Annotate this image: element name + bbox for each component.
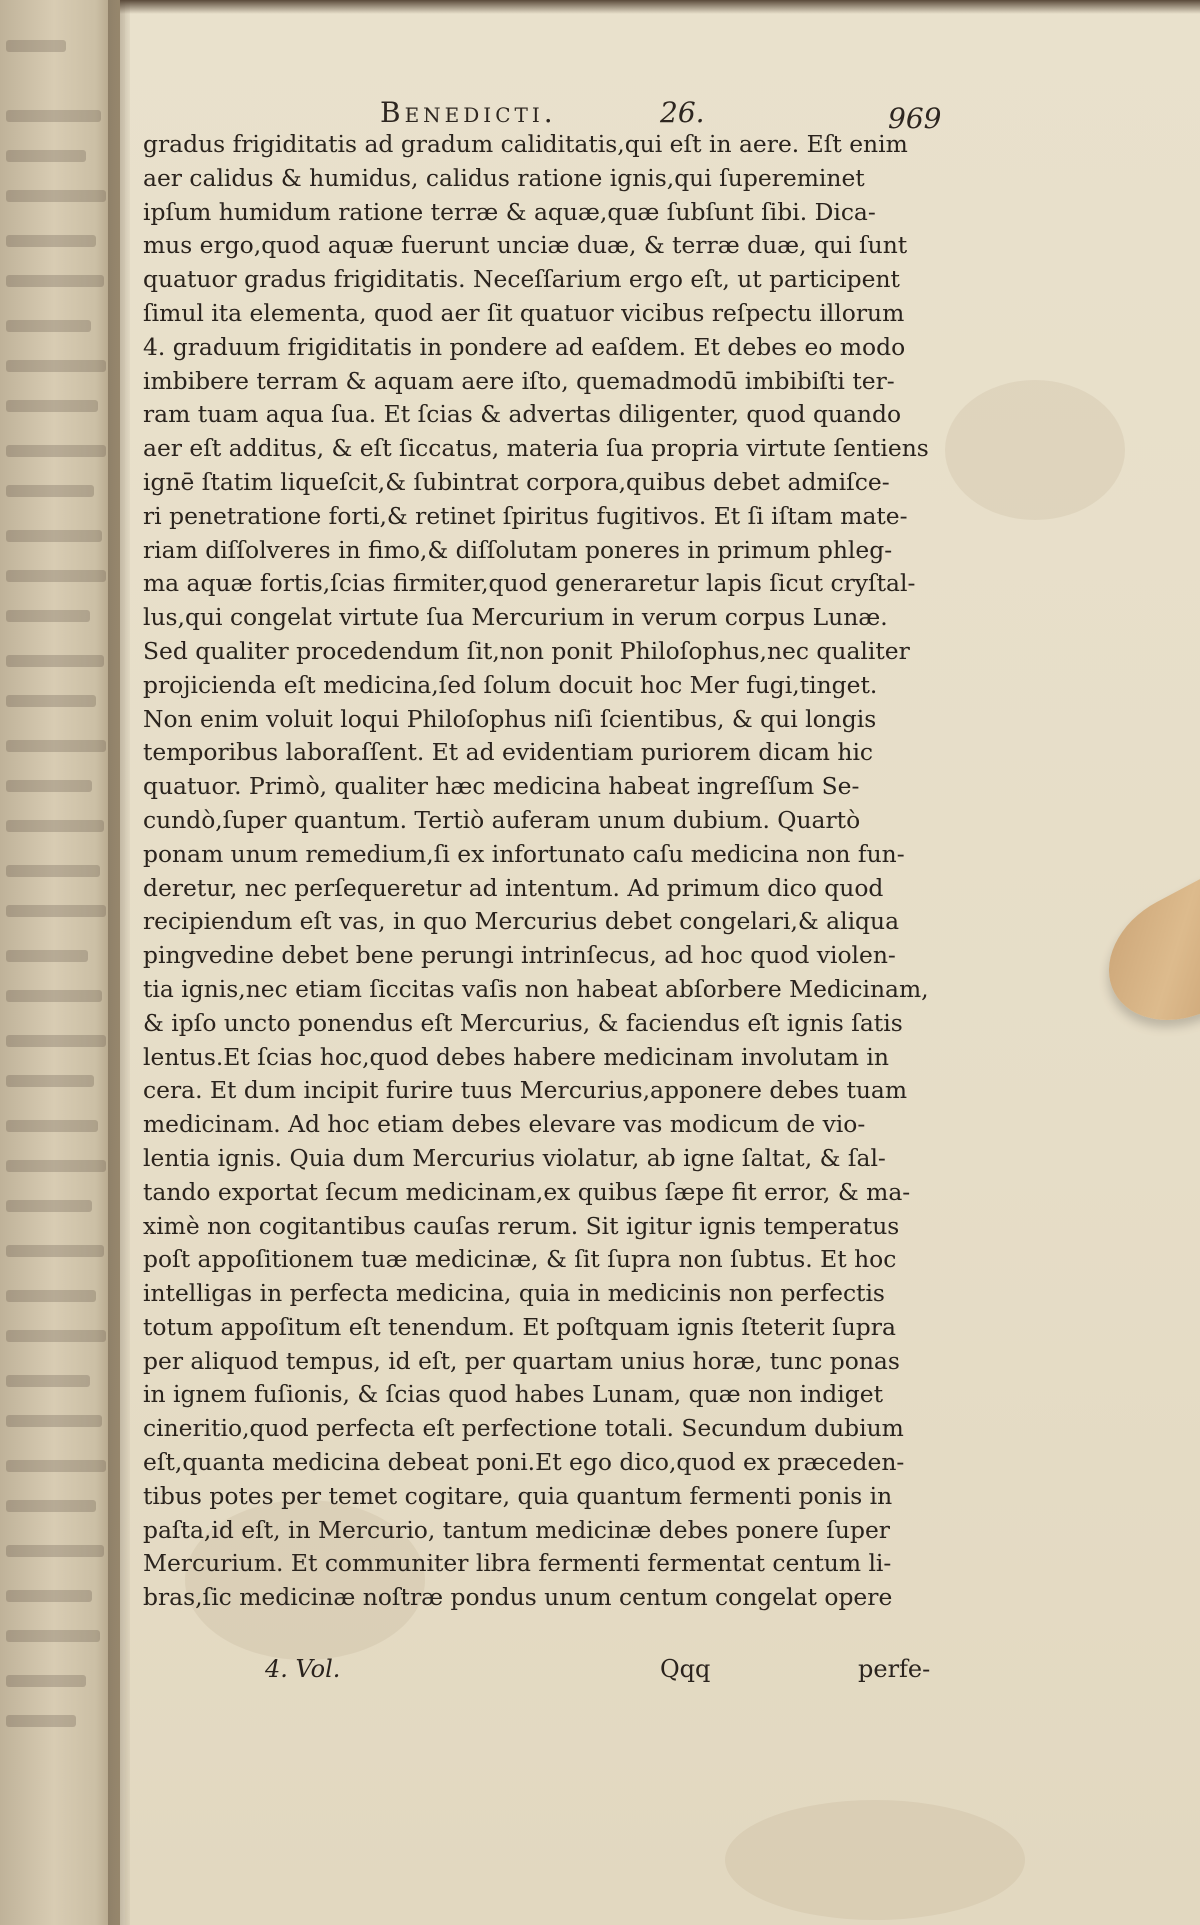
text-line: lus,qui congelat virtute ſua Mercurium in verum corpus Lunæ. <box>143 603 888 632</box>
text-line: ram tuam aqua ſua. Et ſcias & advertas diligenter, quod quando <box>143 400 902 429</box>
bleed-through-mark <box>6 1375 90 1387</box>
book-gutter <box>108 0 130 1925</box>
text-line: imbibere terram & aquam aere iſto, quemadmodū imbibiſti ter- <box>143 366 895 395</box>
bleed-through-mark <box>6 360 106 372</box>
text-line: Non enim voluit loqui Philoſophus niſi ſcientibus, & qui longis <box>143 704 877 733</box>
text-line: eſt,quanta medicina debeat poni.Et ego dico,quod ex præceden- <box>143 1448 905 1477</box>
page-top-edge <box>120 0 1200 14</box>
catchword: perfe- <box>858 1655 931 1683</box>
bleed-through-mark <box>6 655 104 667</box>
bleed-through-mark <box>6 990 102 1002</box>
text-line: riam diſſolveres in fimo,& diſſolutam poneres in primum phleg- <box>143 535 893 564</box>
bleed-through-mark <box>6 1460 106 1472</box>
bleed-through-mark <box>6 1035 106 1047</box>
text-line: & ipſo uncto ponendus eſt Mercurius, & faciendus eſt ignis ſatis <box>143 1008 903 1037</box>
text-line: gradus frigiditatis ad gradum caliditatis,qui eſt in aere. Eſt enim <box>143 130 908 158</box>
bleed-through-mark <box>6 1075 94 1087</box>
bleed-through-mark <box>6 905 106 917</box>
text-line: paſta,id eſt, in Mercurio, tantum medicinæ debes ponere ſuper <box>143 1515 890 1544</box>
text-line: cundò,ſuper quantum. Tertiò auferam unum dubium. Quartò <box>143 805 861 834</box>
bleed-through-mark <box>6 1630 100 1642</box>
bleed-through-mark <box>6 865 100 877</box>
body-text <box>143 128 943 1615</box>
bleed-through-mark <box>6 110 101 122</box>
text-line: lentia ignis. Quia dum Mercurius violatur, ab igne ſaltat, & ſal- <box>143 1143 886 1172</box>
text-line: ſimul ita elementa, quod aer ſit quatuor vicibus reſpectu illorum <box>143 298 905 327</box>
text-line: ponam unum remedium,ſi ex infortunato caſu medicina non fun- <box>143 839 905 868</box>
facing-page-edge <box>0 0 120 1925</box>
bleed-through-mark <box>6 1330 106 1342</box>
paper-stain <box>945 380 1125 520</box>
text-line: intelligas in perfecta medicina, quia in medicinis non perfectis <box>143 1279 885 1308</box>
text-line: recipiendum eſt vas, in quo Mercurius debet congelari,& aliqua <box>143 907 900 936</box>
text-line: quatuor gradus frigiditatis. Neceſſarium ergo eſt, ut participent <box>143 265 900 294</box>
bleed-through-mark <box>6 235 96 247</box>
bleed-through-mark <box>6 1675 86 1687</box>
text-line: deretur, nec perſequeretur ad intentum. Ad primum dico quod <box>143 873 884 902</box>
text-line: ma aquæ fortis,ſcias firmiter,quod generaretur lapis ſicut cryſtal- <box>143 569 916 598</box>
running-head-title: Benedicti. <box>380 96 557 129</box>
text-line: aer eſt additus, & eſt ſiccatus, materia ſua propria virtute ſentiens <box>143 434 929 463</box>
page-footer <box>143 1655 943 1691</box>
bleed-through-mark <box>6 1160 106 1172</box>
bleed-through-mark <box>6 1500 96 1512</box>
bleed-through-mark <box>6 695 96 707</box>
text-line: projicienda eſt medicina,ſed ſolum docuit hoc Mer fugi,tinget. <box>143 670 878 699</box>
text-line: poſt appoſitionem tuæ medicinæ, & ſit ſupra non ſubtus. Et hoc <box>143 1245 897 1274</box>
bleed-through-mark <box>6 150 86 162</box>
bleed-through-mark <box>6 820 104 832</box>
text-line: tibus potes per temet cogitare, quia quantum fermenti ponis in <box>143 1481 893 1510</box>
bleed-through-mark <box>6 610 90 622</box>
paper-stain <box>725 1800 1025 1920</box>
text-line: mus ergo,quod aquæ fuerunt unciæ duæ, & terræ duæ, qui ſunt <box>143 231 908 260</box>
text-line: ximè non cogitantibus cauſas rerum. Sit igitur ignis temperatus <box>143 1211 900 1240</box>
bleed-through-mark <box>6 445 106 457</box>
bleed-through-mark <box>6 190 106 202</box>
bleed-through-mark <box>6 1590 92 1602</box>
text-line: per aliquod tempus, id eſt, per quartam unius horæ, tunc ponas <box>143 1346 900 1375</box>
bleed-through-mark <box>6 320 91 332</box>
bleed-through-mark <box>6 1715 76 1727</box>
gathering-mark: Qqq <box>660 1655 711 1683</box>
volume-signature: 4. Vol. <box>265 1655 341 1683</box>
text-line: cineritio,quod perfecta eſt perfectione totali. Secundum dubium <box>143 1414 904 1443</box>
text-line: Sed qualiter procedendum ſit,non ponit Philoſophus,nec qualiter <box>143 636 910 665</box>
text-line: pingvedine debet bene perungi intrinſecus, ad hoc quod violen- <box>143 941 896 970</box>
text-line: ipſum humidum ratione terræ & aquæ,quæ ſubſunt ſibi. Dica- <box>143 197 876 226</box>
bleed-through-mark <box>6 40 66 52</box>
bleed-through-mark <box>6 1545 104 1557</box>
bleed-through-mark <box>6 740 106 752</box>
text-line: quatuor. Primò, qualiter hæc medicina habeat ingreſſum Se- <box>143 772 860 801</box>
bleed-through-mark <box>6 780 92 792</box>
bleed-through-mark <box>6 400 98 412</box>
bleed-through-mark <box>6 275 104 287</box>
text-line: ri penetratione forti,& retinet ſpiritus fugitivos. Et ſi iſtam mate- <box>143 501 908 530</box>
text-line: in ignem fuſionis, & ſcias quod habes Lunam, quæ non indiget <box>143 1380 883 1409</box>
text-line: aer calidus & humidus, calidus ratione ignis,qui ſupereminet <box>143 163 865 192</box>
bleed-through-mark <box>6 1290 96 1302</box>
text-line: 4. graduum frigiditatis in pondere ad eaſdem. Et debes eo modo <box>143 332 906 361</box>
text-line: bras,ſic medicinæ noſtræ pondus unum centum congelat opere <box>143 1583 893 1612</box>
page-number: 969 <box>888 102 942 135</box>
bleed-through-mark <box>6 1120 98 1132</box>
bleed-through-mark <box>6 1245 104 1257</box>
bleed-through-mark <box>6 530 102 542</box>
text-line: lentus.Et ſcias hoc,quod debes habere medicinam involutam in <box>143 1042 889 1071</box>
bleed-through-mark <box>6 1200 92 1212</box>
text-line: Mercurium. Et communiter libra fermenti fermentat centum li- <box>143 1549 892 1578</box>
bleed-through-mark <box>6 950 88 962</box>
text-line: tia ignis,nec etiam ſiccitas vaſis non habeat abſorbere Medicinam, <box>143 974 929 1003</box>
bleed-through-mark <box>6 485 94 497</box>
running-head-chapter: 26. <box>660 96 705 129</box>
text-line: temporibus laboraſſent. Et ad evidentiam puriorem dicam hic <box>143 738 874 767</box>
text-line: totum appoſitum eſt tenendum. Et poſtquam ignis ſteterit ſupra <box>143 1312 896 1341</box>
text-line: ignē ſtatim liqueſcit,& ſubintrat corpora,quibus debet admiſce- <box>143 467 890 496</box>
text-line: tando exportat ſecum medicinam,ex quibus ſæpe fit error, & ma- <box>143 1177 911 1206</box>
text-line: cera. Et dum incipit furire tuus Mercurius,apponere debes tuam <box>143 1076 908 1105</box>
bleed-through-mark <box>6 1415 102 1427</box>
bleed-through-mark <box>6 570 106 582</box>
text-line: medicinam. Ad hoc etiam debes elevare vas modicum de vio- <box>143 1110 866 1139</box>
